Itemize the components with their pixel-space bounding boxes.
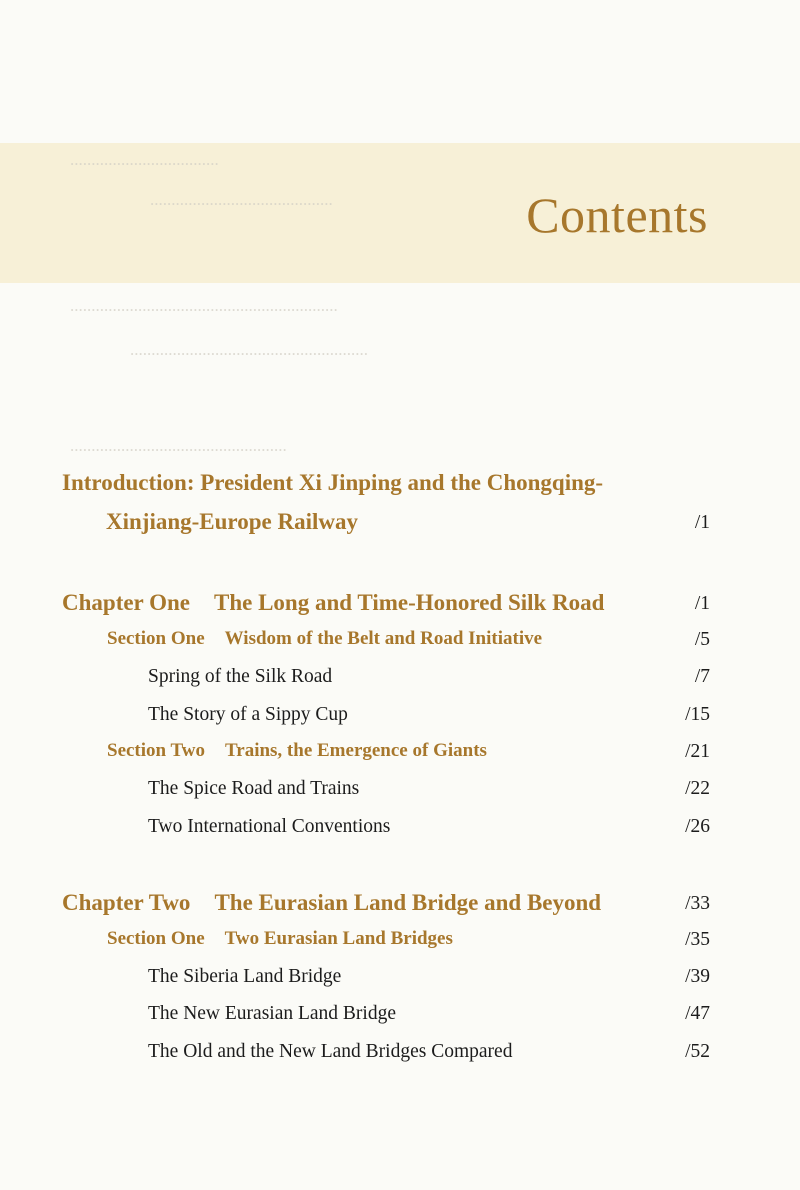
toc-item[interactable]: Spring of the Silk Road [148, 666, 333, 687]
toc-item[interactable]: The New Eurasian Land Bridge [148, 1003, 396, 1024]
toc-item[interactable]: The Siberia Land Bridge [148, 966, 342, 987]
toc-item-page: /22 [685, 778, 710, 799]
chapter-label: Chapter Two [62, 890, 191, 915]
toc-chapter-one[interactable] [62, 590, 604, 616]
toc-item[interactable]: The Old and the New Land Bridges Compared [148, 1041, 513, 1062]
toc-item-page: /15 [685, 704, 710, 725]
toc-intro-page: /1 [694, 512, 710, 533]
toc-item-page: /52 [685, 1041, 710, 1062]
toc-item-page: /39 [685, 966, 710, 987]
section-title: Two Eurasian Land Bridges [224, 928, 453, 949]
toc-item[interactable]: The Story of a Sippy Cup [148, 704, 348, 725]
section-label: Section One [107, 928, 205, 949]
toc-section-one[interactable] [107, 928, 453, 950]
toc-item-page: /26 [685, 816, 710, 837]
toc-section-one-page: /5 [694, 629, 710, 650]
section-label: Section Two [107, 740, 205, 761]
toc-chapter-one-page: /1 [694, 593, 710, 614]
section-title: Wisdom of the Belt and Road Initiative [224, 628, 543, 649]
section-title: Trains, the Emergence of Giants [225, 740, 487, 761]
toc-section-one[interactable] [107, 628, 542, 650]
toc-section-two[interactable] [107, 740, 487, 762]
toc-section-one-page: /35 [685, 929, 710, 950]
chapter-title: The Eurasian Land Bridge and Beyond [214, 890, 602, 915]
toc-section-two-page: /21 [685, 741, 710, 762]
toc-intro-line2[interactable]: Xinjiang-Europe Railway [106, 509, 358, 534]
toc-item-page: /47 [685, 1003, 710, 1024]
toc-item[interactable]: Two International Conventions [148, 816, 391, 837]
toc-item[interactable]: The Spice Road and Trains [148, 778, 360, 799]
chapter-title: The Long and Time-Honored Silk Road [214, 590, 605, 615]
toc-chapter-two-page: /33 [685, 893, 710, 914]
toc-intro-line1[interactable]: Introduction: President Xi Jinping and the Chongqing- [62, 470, 604, 495]
toc-item-page: /7 [694, 666, 710, 687]
chapter-label: Chapter One [62, 590, 190, 615]
section-label: Section One [107, 628, 205, 649]
page-title: Contents [526, 187, 708, 243]
toc-chapter-two[interactable] [62, 890, 601, 916]
